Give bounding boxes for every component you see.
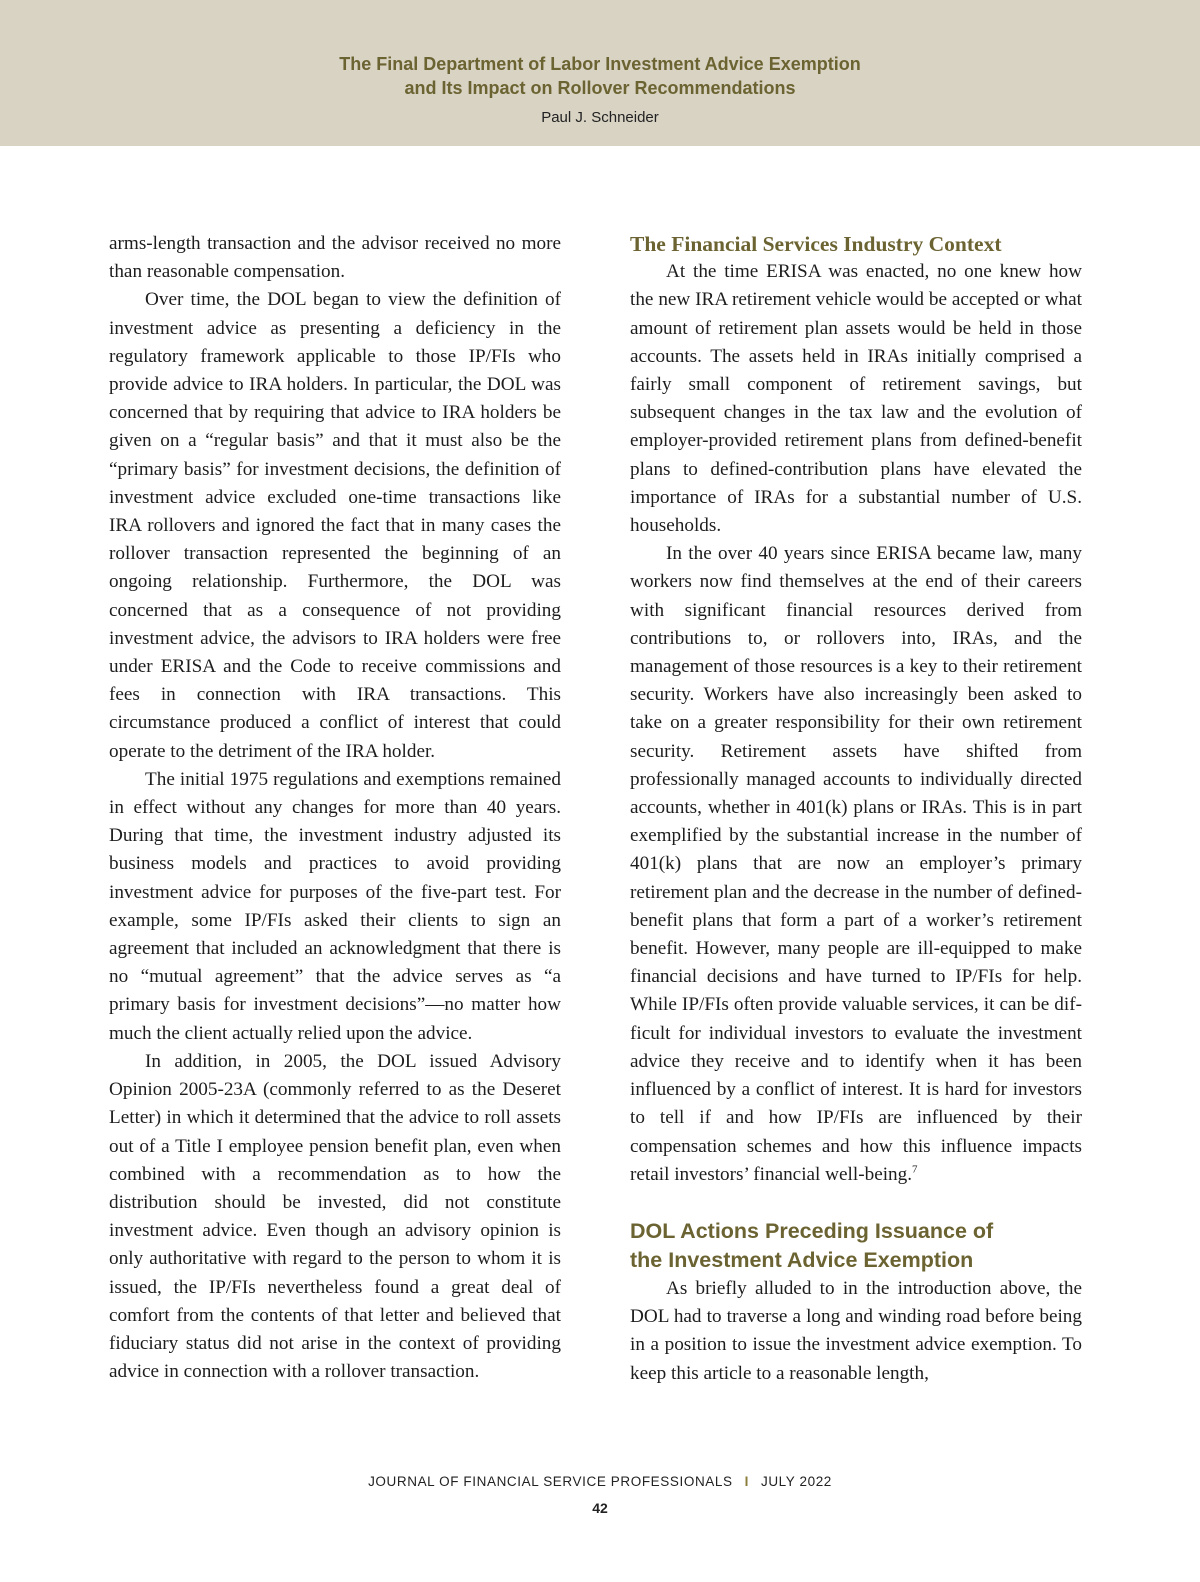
article-title-line-2: and Its Impact on Rollover Recommendations: [404, 78, 796, 98]
article-title-line-1: The Final Department of Labor Investment Advice Exemption: [339, 54, 861, 74]
body-paragraph: In addition, in 2005, the DOL issued Advisory Opinion 2005-23A (commonly referred to as the Deseret Letter) in which it determined that the advice to roll assets out of a Title I employee pension benefit plan, even when combined with a recommendation as to how the distribution should be invested, did not constitute investment advice. Even though an advisory opinion is only authoritative with regard to the person to whom it is issued, the IP/FIs nevertheless found a great deal of comfort from the contents of that letter and believed that fiduciary status did not arise in the context of providing advice in connection with a rollover transaction.: [109, 1050, 561, 1383]
page-footer: [0, 1474, 1200, 1489]
footer-separator: I: [744, 1474, 749, 1489]
issue-date: JULY 2022: [760, 1474, 832, 1489]
article-title: [0, 52, 1200, 100]
page-number: 42: [592, 1500, 608, 1516]
section-heading: [630, 1217, 1082, 1275]
body-paragraph: arms-length transaction and the advisor received no more than reasonable compensation.: [109, 233, 561, 283]
author-name: Paul J. Schneider: [541, 109, 659, 126]
body-paragraph: Over time, the DOL began to view the definition of investment advice as presenting a deficiency in the regulatory framework applicable to those IP/FIs who provide advice to IRA holders. In particular, the DOL was concerned that by requiring that advice to IRA holders be given on a “regular basis” and that it must also be the “primary basis” for investment decisions, the definition of investment advice excluded one-time transactions like IRA rollovers and ignored the fact that in many cases the rollover transaction represented the beginning of an ongoing relationship. Furthermore, the DOL was concerned that as a consequence of not providing investment advice, the advisors to IRA holders were free under ERISA and the Code to receive commissions and fees in connection with IRA transactions. This circumstance produced a conflict of interest that could operate to the detriment of the IRA holder.: [109, 289, 561, 762]
body-paragraph: At the time ERISA was enacted, no one knew how the new IRA retirement vehicle would be accepted or what amount of retirement plan assets would be held in those accounts. The assets held in IRAs initially comprised a fairly small component of retirement savings, but subsequent changes in the tax law and the evolution of employer-provided retirement plans from defined-benefit plans to defined-contribution plans have elevated the importance of IRAs for a substantial number of U.S. households.: [630, 261, 1082, 537]
section-heading-line-1: DOL Actions Preceding Issuance of: [630, 1218, 994, 1243]
right-column: [630, 230, 1082, 1388]
footnote-reference[interactable]: 7: [912, 1163, 918, 1176]
body-paragraph: The initial 1975 regulations and exemptions remained in effect without any changes for more than 40 years. During that time, the investment industry adjusted its business models and practices to avoid providing investment advice for purposes of the five-part test. For example, some IP/FIs asked their clients to sign an agreement that included an acknowledgment that there is no “mutual agreement” that the advice serves as “a primary basis for investment decisions”—no matter how much the client actually relied upon the advice.: [109, 768, 561, 1044]
section-heading: The Financial Services Industry Context: [630, 232, 1002, 256]
body-paragraph: As briefly alluded to in the introduction above, the DOL had to traverse a long and winding road before being in a position to issue the investment advice exemption. To keep this article to a reasonable length,: [630, 1277, 1082, 1384]
section-heading-line-2: the Investment Advice Exemption: [630, 1247, 974, 1272]
body-paragraph: [630, 540, 1082, 1189]
journal-name: JOURNAL OF FINANCIAL SERVICE PROFESSIONALS: [368, 1474, 733, 1489]
left-column: [109, 230, 561, 1386]
paragraph-text: In the over 40 years since ERISA became law, many workers now find themselves at the end of their careers with significant financial resources derived from contributions to, or rollovers into, IRAs, and the management of those resources is a key to their retirement security. Workers have also increasingly been asked to take on a greater responsibility for their own retirement security. Retirement assets have shifted from professionally managed accounts to individually directed accounts, whether in 401(k) plans or IRAs. This is in part exemplified by the substantial increase in the number of 401(k) plans that are now an employer’s primary retirement plan and the decrease in the number of defined-benefit plans that form a part of a worker’s retirement benefit. However, many people are ill-equipped to make financial decisions and have turned to IP/FIs for help. While IP/FIs often provide valuable services, it can be difficult for individual investors to evaluate the investment advice they receive and to identify when it has been influenced by a conflict of interest. It is hard for investors to tell if and how IP/FIs are influenced by their compensation schemes and how this influence impacts retail investors’ financial well-being.: [630, 543, 1082, 1185]
